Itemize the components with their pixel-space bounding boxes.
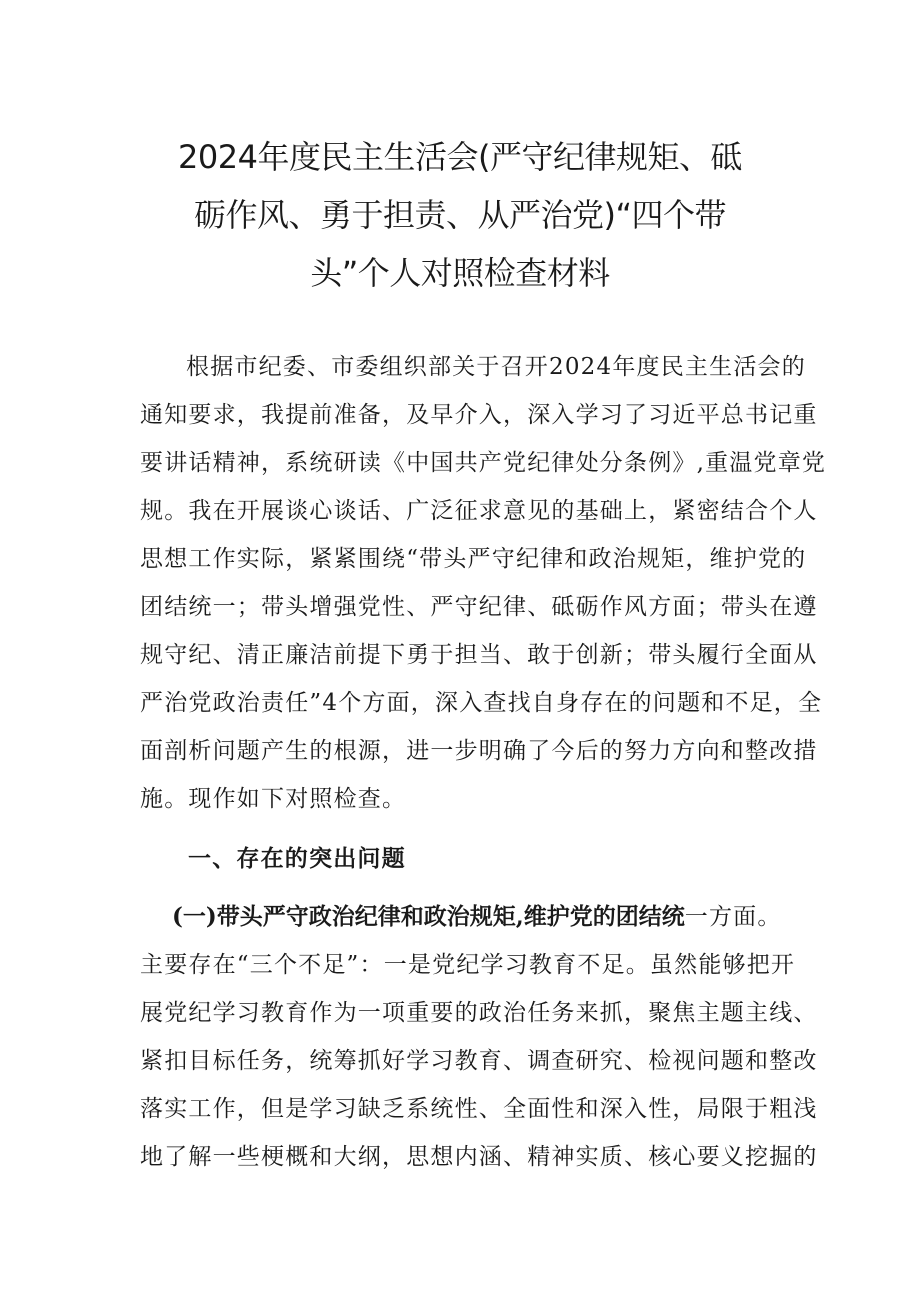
- paragraph-line: 思想工作实际，紧紧围绕“带头严守纪律和政治规矩，维护党的: [140, 546, 807, 572]
- subsection-lead-line: [140, 893, 800, 941]
- paragraph-line: 面剖析问题产生的根源，进一步明确了今后的努力方向和整改措: [140, 738, 818, 764]
- paragraph-line: 紧扣目标任务，统筹抓好学习教育、调查研究、检视问题和整改: [140, 1048, 818, 1074]
- paragraph-line: 团结统一；带头增强党性、严守纪律、砥砺作风方面；带头在遵: [140, 594, 818, 620]
- paragraph-line: 规。我在开展谈心谈话、广泛征求意见的基础上，紧密结合个人: [140, 498, 818, 524]
- intro-paragraph: [140, 343, 827, 823]
- paragraph-line: 展党纪学习教育作为一项重要的政治任务来抓，聚焦主题主线、: [140, 1000, 818, 1026]
- subsection-heading: (一)带头严守政治纪律和政治规矩,维护党的团结统: [172, 903, 685, 930]
- title-line: 砺作风、勇于担责、从严治党)“四个带: [193, 196, 727, 234]
- paragraph-line: 施。现作如下对照检查。: [140, 786, 407, 812]
- paragraph-line: 根据市纪委、市委组织部关于召开2024年度民主生活会的: [186, 354, 806, 380]
- section-heading: 一、存在的突出问题: [188, 845, 406, 872]
- paragraph-line: 主要存在“三个不足”：一是党纪学习教育不足。虽然能够把开: [140, 952, 796, 978]
- paragraph-line: 通知要求，我提前准备，及早介入，深入学习了习近平总书记重: [140, 402, 818, 428]
- title-line: 头”个人对照检查材料: [310, 254, 610, 292]
- subsection-paragraph: [140, 893, 818, 1181]
- paragraph-line: 要讲话精神，系统研读《中国共产党纪律处分条例》,重温党章党: [140, 450, 827, 476]
- document-title: [130, 128, 790, 302]
- subsection-heading-rest: 一方面。: [684, 904, 782, 930]
- paragraph-line: 规守纪、清正廉洁前提下勇于担当、敢于创新；带头履行全面从: [140, 642, 818, 668]
- paragraph-line: 严治党政治责任”4个方面，深入查找自身存在的问题和不足，全: [140, 690, 823, 716]
- paragraph-line: 落实工作，但是学习缺乏系统性、全面性和深入性，局限于粗浅: [140, 1096, 818, 1122]
- title-line: 2024年度民主生活会(严守纪律规矩、砥: [178, 138, 742, 176]
- paragraph-line: 地了解一些梗概和大纲，思想内涵、精神实质、核心要义挖掘的: [140, 1144, 818, 1170]
